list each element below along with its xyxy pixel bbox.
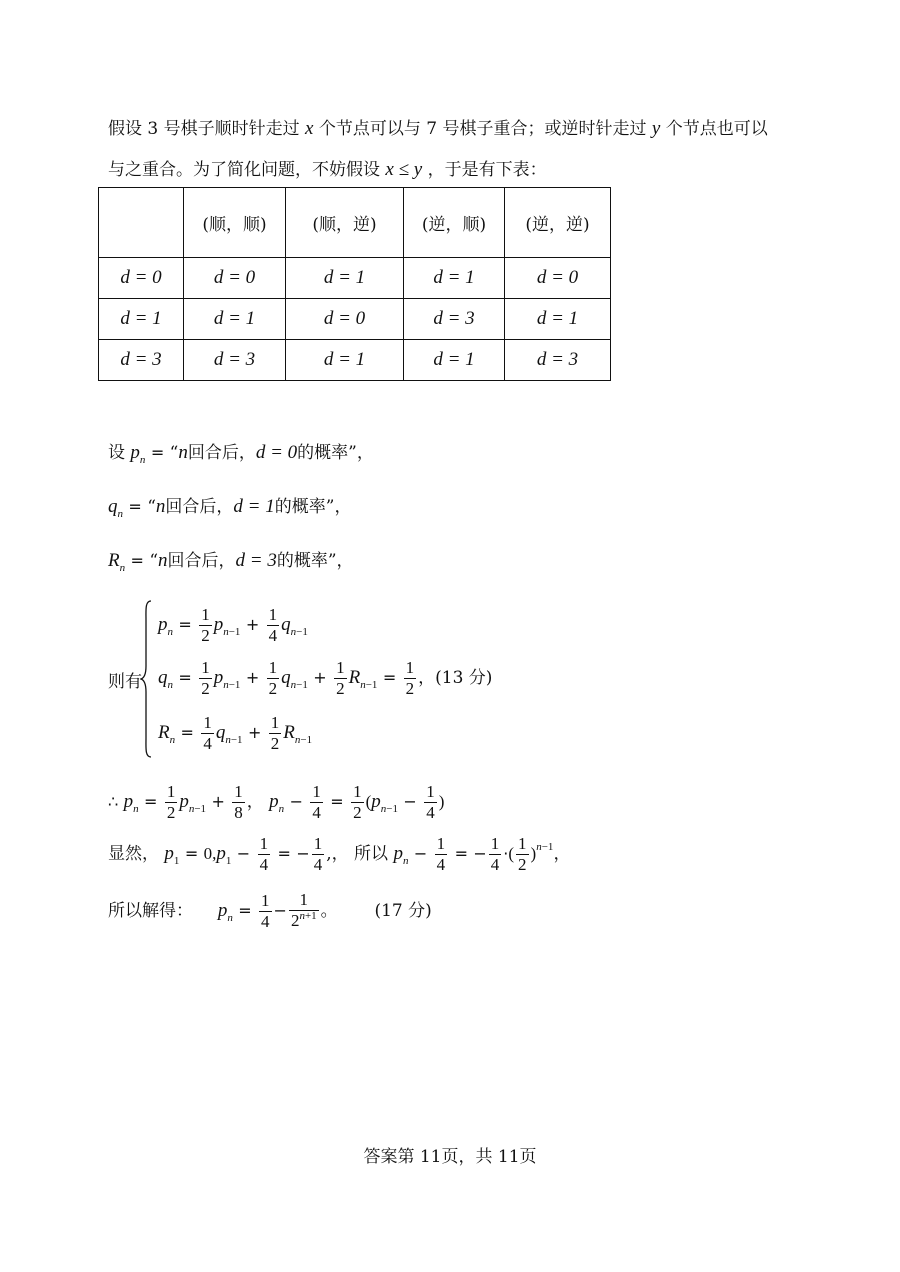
var-y: y: [651, 118, 661, 139]
table-cell: d = 0: [286, 299, 404, 340]
page-footer: 答案第 11页，共 11页: [363, 1147, 537, 1167]
intro-text: 个节点可以与 7 号棋子重合；或逆时针走过: [318, 119, 647, 139]
definition-p: 设 $p_n$ = “n回合后，d = 0的概率”，: [108, 442, 374, 466]
definition-r: $R_n$ = “n回合后，d = 3的概率”，: [108, 550, 354, 574]
fraction: $\frac{1}{2}$: [201, 605, 210, 645]
fraction: $\frac{1}{2}$: [201, 658, 210, 698]
table-cell: d = 1: [404, 258, 505, 299]
table-header-cell: [99, 188, 184, 258]
definition-q: $q_n$ = “n回合后，d = 1的概率”，: [108, 496, 352, 520]
table-cell: d = 1: [184, 299, 286, 340]
fraction: $\frac{1}{2}$: [405, 658, 415, 698]
table-cell: d = 1: [404, 340, 505, 381]
table-cell: d = 3: [99, 340, 184, 381]
condition-x-le-y: x ≤ y: [385, 159, 423, 180]
table-cell: d = 3: [184, 340, 286, 381]
recurrence-line: ∴ $p_n$ = $\frac{1}{2}$ $p_{n-1}$ + $\frac{1}{8}$ ， $p_n$ − $\frac{1}{4}$ = $\frac{1}{2}$ ($p_{n-1}$ − $\frac{1}{4}$ ): [108, 782, 445, 822]
fraction: $\frac{1}{4}$: [203, 713, 212, 753]
intro-line-2: [108, 155, 547, 181]
score-13: ，(13 分): [418, 668, 493, 688]
table-header-cell: (逆，逆): [505, 188, 611, 258]
equation-p: $p_n$ = $\frac{1}{2}$ $p_{n-1}$ + $\frac{1}{4}$ $q_{n-1}$: [158, 605, 308, 645]
fraction: $\frac{1}{2}$: [268, 658, 278, 698]
table-header-cell: (顺，顺): [184, 188, 286, 258]
table-cell: d = 1: [99, 299, 184, 340]
initial-value-line: 显然， $p_1 = 0,p_1$ − $\frac{1}{4}$ = − $\frac{1}{4}$ ,， 所以 $p_n$ − $\frac{1}{4}$ = − $\frac{1}{4}$ ·( $\frac{1}{2}$ )$^{n-1}$，: [108, 834, 571, 874]
table-header-cell: (逆，顺): [404, 188, 505, 258]
table-cell: d = 1: [286, 258, 404, 299]
left-brace: [140, 600, 152, 758]
var-x: x: [305, 118, 314, 139]
intro-text: 个节点也可以: [665, 119, 768, 139]
intro-text: 与之重合。为了简化问题，不妨假设: [108, 160, 380, 180]
table-header-row: [99, 188, 611, 258]
table-cell: d = 0: [505, 258, 611, 299]
table-cell: d = 3: [404, 299, 505, 340]
intro-text: 假设 3 号棋子顺时针走过: [108, 119, 300, 139]
table-row: [99, 299, 611, 340]
solution-line: 所以解得： $p_n$ = $\frac{1}{4}$ − $\frac{1}{2^{n+1}}$ 。 (17 分): [108, 890, 432, 931]
equation-q: $q_n$ = $\frac{1}{2}$ $p_{n-1}$ + $\frac{1}{2}$ $q_{n-1}$ + $\frac{1}{2}$ $R_{n-1}$ = $\frac{1}{2}$ ，(13 分): [158, 658, 493, 698]
table-cell: d = 0: [99, 258, 184, 299]
intro-text: ，于是有下表：: [427, 160, 547, 180]
score-17: (17 分): [374, 901, 432, 921]
intro-line-1: [108, 114, 768, 140]
table-row: [99, 258, 611, 299]
transition-table: [98, 187, 611, 381]
equation-r: $R_n$ = $\frac{1}{4}$ $q_{n-1}$ + $\frac{1}{2}$ $R_{n-1}$: [158, 713, 313, 753]
system-label: 则有: [108, 672, 142, 692]
table-cell: d = 0: [184, 258, 286, 299]
table-header-cell: (顺，逆): [286, 188, 404, 258]
table-cell: d = 1: [286, 340, 404, 381]
fraction: $\frac{1}{4}$: [268, 605, 278, 645]
fraction: $\frac{1}{2}$: [270, 713, 280, 753]
table-cell: d = 1: [505, 299, 611, 340]
fraction: $\frac{1}{2}$: [336, 658, 345, 698]
table-cell: d = 3: [505, 340, 611, 381]
table-row: [99, 340, 611, 381]
